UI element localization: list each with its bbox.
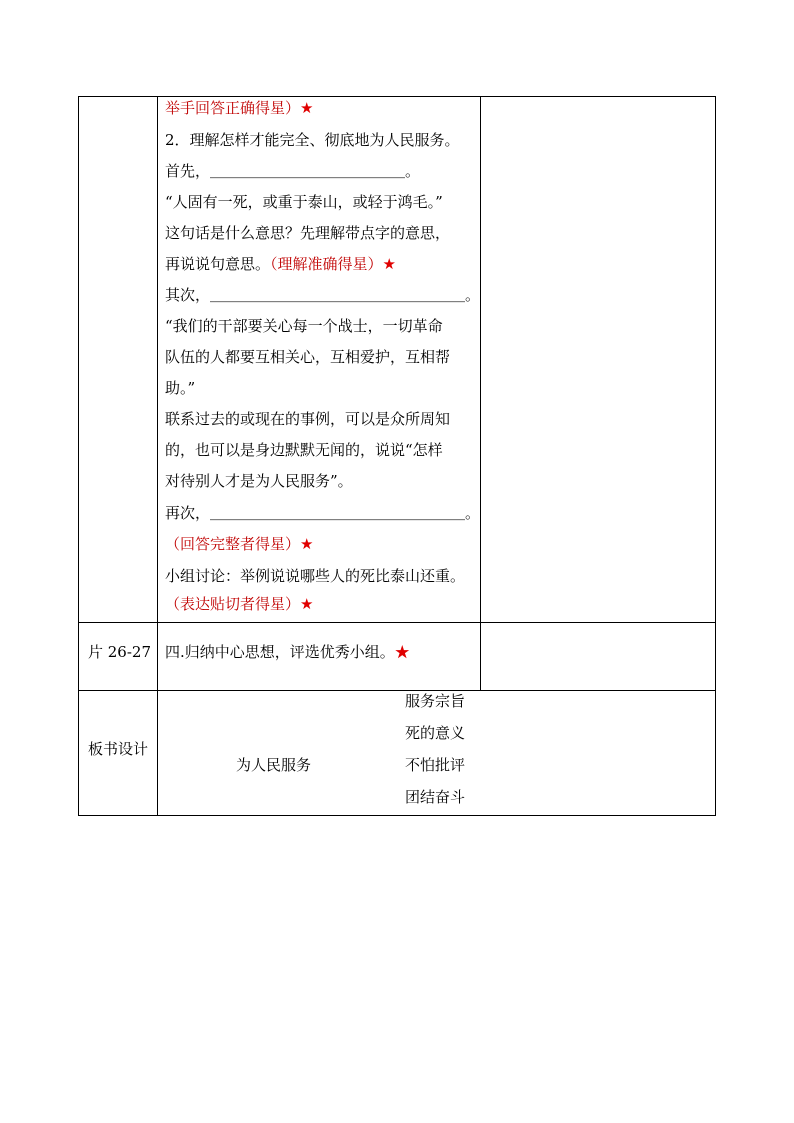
quote-1-instruction: 再说说句意思。（理解准确得星）★ <box>165 255 396 273</box>
table-row-divider-2 <box>78 690 716 691</box>
board-item-4: 团结奋斗 <box>405 788 466 806</box>
star-icon: ★ <box>394 643 410 661</box>
star-icon: ★ <box>300 99 314 117</box>
board-item-1: 服务宗旨 <box>405 692 466 710</box>
firstly-blank: 首先，＿＿＿＿＿＿＿＿＿＿＿＿＿。 <box>165 162 421 180</box>
board-item-2: 死的意义 <box>405 724 466 742</box>
example-instruction-1: 联系过去的或现在的事例，可以是众所周知 <box>165 410 451 428</box>
quote-1-question: 这句话是什么意思？先理解带点字的意思， <box>165 224 451 242</box>
group-discussion: 小组讨论：举例说说哪些人的死比泰山还重。 <box>165 567 466 585</box>
scoring-note-3: （回答完整者得星）★ <box>165 535 314 553</box>
board-item-3: 不怕批评 <box>405 756 466 774</box>
slide-range: 片 26-27 <box>88 643 152 661</box>
thirdly-blank: 再次，＿＿＿＿＿＿＿＿＿＿＿＿＿＿＿＿＿。 <box>165 504 481 522</box>
example-instruction-2: 的，也可以是身边默默无闻的，说说“怎样 <box>165 441 443 459</box>
table-border-top <box>78 96 716 97</box>
quote-2-line-1: “我们的干部要关心每一个战士，一切革命 <box>165 317 443 335</box>
star-icon: ★ <box>300 595 314 613</box>
table-border-bottom <box>78 815 716 816</box>
scoring-note-1: 举手回答正确得星）★ <box>165 99 314 117</box>
board-design-label: 板书设计 <box>88 740 149 758</box>
question-2: 2．理解怎样才能完全、彻底地为人民服务。 <box>165 131 460 149</box>
table-col-divider-2 <box>480 96 481 690</box>
star-icon: ★ <box>382 255 396 273</box>
quote-1: “人固有一死，或重于泰山，或轻于鸿毛。” <box>165 193 443 211</box>
scoring-note-2: （理解准确得星） <box>270 255 383 273</box>
quote-2-line-3: 助。” <box>165 379 196 397</box>
quote-2-line-2: 队伍的人都要互相关心，互相爱护，互相帮 <box>165 348 451 366</box>
table-col-divider-1 <box>157 96 158 816</box>
table-row-divider-1 <box>78 622 716 623</box>
table-border-left <box>78 96 79 816</box>
step-4-content: 四.归纳中心思想，评选优秀小组。★ <box>165 643 410 661</box>
star-icon: ★ <box>300 535 314 553</box>
example-instruction-3: 对待别人才是为人民服务”。 <box>165 472 353 490</box>
secondly-blank: 其次，＿＿＿＿＿＿＿＿＿＿＿＿＿＿＿＿＿。 <box>165 286 481 304</box>
table-border-right <box>715 96 716 816</box>
board-center-title: 为人民服务 <box>236 756 312 774</box>
scoring-note-4: （表达贴切者得星）★ <box>165 595 314 613</box>
